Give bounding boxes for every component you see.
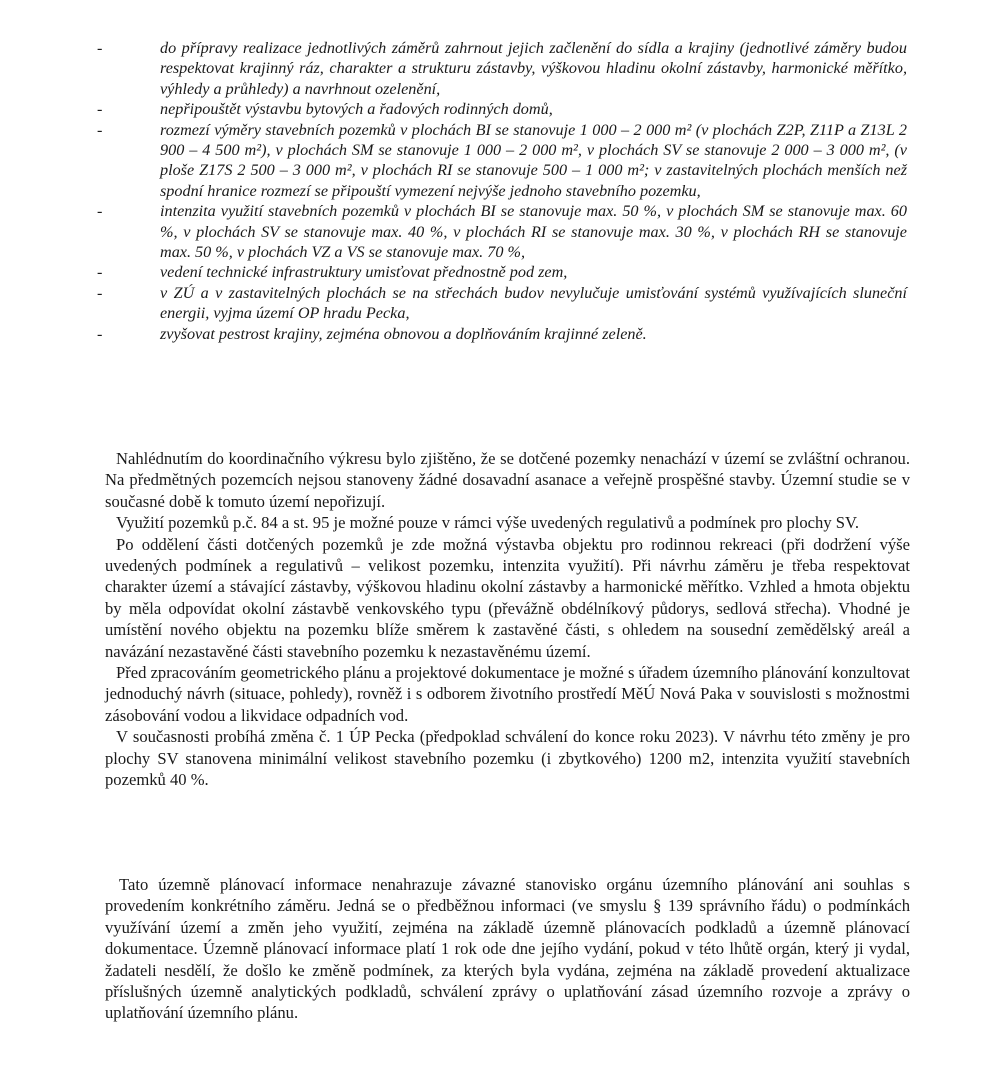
bullet-dash: - — [97, 120, 103, 139]
bullet-text: zvyšovat pestrost krajiny, zejména obnovou a doplňováním krajinné zeleně. — [160, 324, 647, 343]
paragraph-plan-change: V současnosti probíhá změna č. 1 ÚP Pecka (předpoklad schválení do konce roku 2023). V návrhu této změny je pro plochy SV stanovena minimální velikost stavebního pozemku (i zbytkového) 1200 m2, intenzita využití stavebních pozemků 40 %. — [105, 727, 910, 790]
bullet-item — [97, 283, 907, 324]
bullet-item — [97, 120, 907, 202]
bullet-dash: - — [97, 263, 103, 282]
paragraph-consultation: Před zpracováním geometrického plánu a projektové dokumentace je možné s úřadem územního plánování konzultovat jednoduchý návrh (situace, pohledy), rovněž i s odborem životního prostředí MěÚ Nová Paka v souvislosti s možnostmi zásobování vodou a likvidace odpadních vod. — [105, 663, 910, 725]
paragraph-coordination-drawing: Nahlédnutím do koordinačního výkresu bylo zjištěno, že se dotčené pozemky nenachází v území se zvláštní ochranou. Na předmětných pozemcích nejsou stanoveny žádné dosavadní asanace a veřejně prospěšné stavby. Územní studie se v současné době k tomuto území nepořizují. — [105, 449, 910, 511]
bullet-text: nepřipouštět výstavbu bytových a řadových rodinných domů, — [160, 100, 553, 119]
bullet-text: vedení technické infrastruktury umisťovat přednostně pod zem, — [160, 263, 568, 282]
findings-section — [105, 448, 910, 791]
bullet-item — [97, 262, 907, 282]
bullet-dash: - — [97, 324, 103, 343]
paragraph-disclaimer: Tato územně plánovací informace nenahrazuje závazné stanovisko orgánu územního plánování ani souhlas s provedením konkrétního záměru. Jedná se o předběžnou informaci (ve smyslu § 139 správního řádu) o podmínkách využívání území a změn jeho využití, zejména na základě územně plánovacích podkladů a územně plánovací dokumentace. Územně plánovací informace platí 1 rok ode dne jejího vydání, pokud v této lhůtě orgán, který ji vydal, žadateli nesdělí, že došlo ke změně podmínek, za kterých byla vydána, zejména na základě provedení aktualizace příslušných územně analytických podkladů, schválení zprávy o uplatňování zásad územního rozvoje a zprávy o uplatňování územního plánu. — [105, 875, 910, 1023]
bullet-item — [97, 99, 907, 119]
regulations-bullet-list — [97, 38, 907, 344]
bullet-dash: - — [97, 202, 103, 221]
bullet-text: v ZÚ a v zastavitelných plochách se na střechách budov nevylučuje umisťování systémů využívajících sluneční energii, vyjma území OP hradu Pecka, — [160, 283, 907, 323]
bullet-dash: - — [97, 283, 103, 302]
paragraph-construction-conditions: Po oddělení části dotčených pozemků je zde možná výstavba objektu pro rodinnou rekreaci (při dodržení výše uvedených podmínek a regulativů – velikost pozemku, intenzita využití). Při návrhu záměru je třeba respektovat charakter území a stávající zástavby, výškovou hladinu okolní zástavby a harmonické měřítko. Vzhled a hmota objektu by měla odpovídat okolní zástavbě venkovského typu (převážně obdélníkový půdorys, sedlová střecha). Vhodné je umístění nového objektu na pozemku blíže směrem k zastavěné části, s ohledem na sousední zemědělský areál a navázání nezastavěné části stavebního pozemku k nezastavěnému území. — [105, 534, 910, 661]
paragraph-land-use: Využití pozemků p.č. 84 a st. 95 je možné pouze v rámci výše uvedených regulativů a podmínek pro plochy SV. — [116, 513, 860, 533]
disclaimer-section — [105, 874, 910, 1024]
bullet-item — [97, 38, 907, 99]
bullet-text: do přípravy realizace jednotlivých záměrů zahrnout jejich začlenění do sídla a krajiny (jednotlivé záměry budou respektovat krajinný ráz, charakter a strukturu zástavby, výškovou hladinu okolní zástavby, harmonické měřítko, výhledy a průhledy) a navrhnout ozelenění, — [160, 39, 907, 98]
bullet-item — [97, 201, 907, 262]
bullet-dash: - — [97, 39, 103, 57]
bullet-text: intenzita využití stavebních pozemků v plochách BI se stanovuje max. 50 %, v plochách SM se stanovuje max. 60 %, v plochách SV se stanovuje max. 40 %, v plochách RI se stanovuje max. 30 %, v plochách RH se stanovuje max. 50 %, v plochách VZ a VS se stanovuje max. 70 %, — [160, 202, 907, 262]
bullet-text: rozmezí výměry stavebních pozemků v plochách BI se stanovuje 1 000 – 2 000 m² (v plochách Z2P, Z11P a Z13L 2 900 – 4 500 m²), v plochách SM se stanovuje 1 000 – 2 000 m², v plochách SV se stanovuje 2 000 – 3 000 m², (v ploše Z17S 2 500 – 3 000 m², v plochách RI se stanovuje 500 – 1 000 m²; v zastavitelných plochách menších než spodní hranice rozmezí se připouští vymezení nejvýše jednoho stavebního pozemku, — [160, 120, 907, 200]
bullet-item — [97, 324, 907, 344]
bullet-dash: - — [97, 100, 103, 119]
